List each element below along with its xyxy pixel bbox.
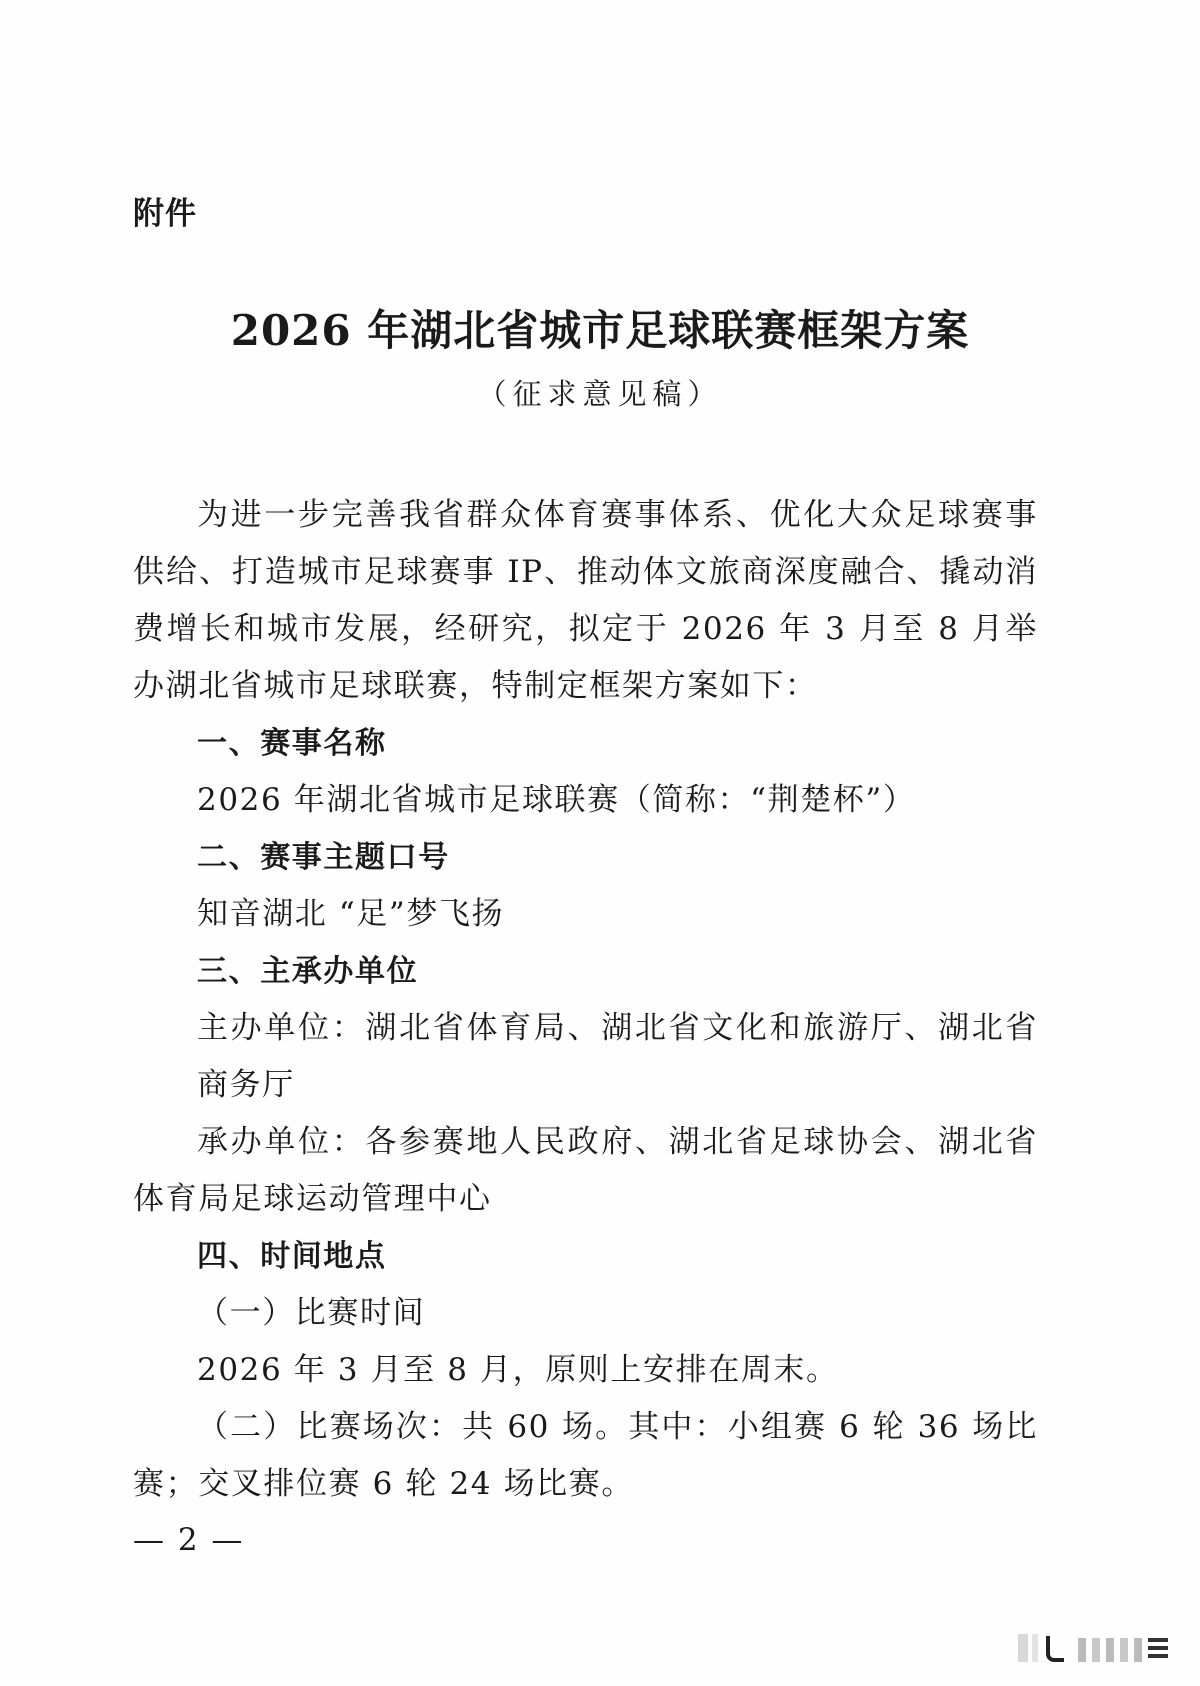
match-count-text: （二）比赛场次：共 60 场。其中：小组赛 6 轮 36 场比赛；交叉排位赛 6 轮 24 场比赛。: [133, 1409, 1038, 1502]
page-number: — 2 —: [133, 1522, 245, 1558]
section-heading-slogan: 二、赛事主题口号: [197, 840, 450, 875]
attachment-label: 附件: [133, 196, 197, 232]
host-units-text: 主办单位：湖北省体育局、湖北省文化和旅游厅、湖北省商务厅: [197, 1010, 1038, 1103]
intro-paragraph: 为进一步完善我省群众体育赛事体系、优化大众足球赛事供给、打造城市足球赛事 IP、推动体文旅商深度融合、撬动消费增长和城市发展，经研究，拟定于 2026 年 3 月至 8 月举办湖北省城市足球联赛，特制定框架方案如下：: [133, 497, 1038, 704]
section-heading-organizers: 三、主承办单位: [197, 954, 419, 989]
match-time-text: 2026 年 3 月至 8 月，原则上安排在周末。: [197, 1352, 839, 1388]
organizer-units-text: 承办单位：各参赛地人民政府、湖北省足球协会、湖北省体育局足球运动管理中心: [133, 1124, 1038, 1217]
section-heading-time-place: 四、时间地点: [197, 1239, 387, 1274]
document-body: [133, 487, 1038, 1513]
event-name-text: 2026 年湖北省城市足球联赛（简称：“荆楚杯”）: [197, 782, 916, 818]
subheading-match-time: （一）比赛时间: [197, 1295, 426, 1331]
watermark-scan-icon: [1018, 1630, 1178, 1666]
document-title: 2026 年湖北省城市足球联赛框架方案: [230, 306, 970, 355]
slogan-text: 知音湖北 “足”梦飞扬: [197, 896, 505, 932]
section-heading-event-name: 一、赛事名称: [197, 726, 387, 761]
document-subtitle: （征求意见稿）: [477, 377, 723, 411]
